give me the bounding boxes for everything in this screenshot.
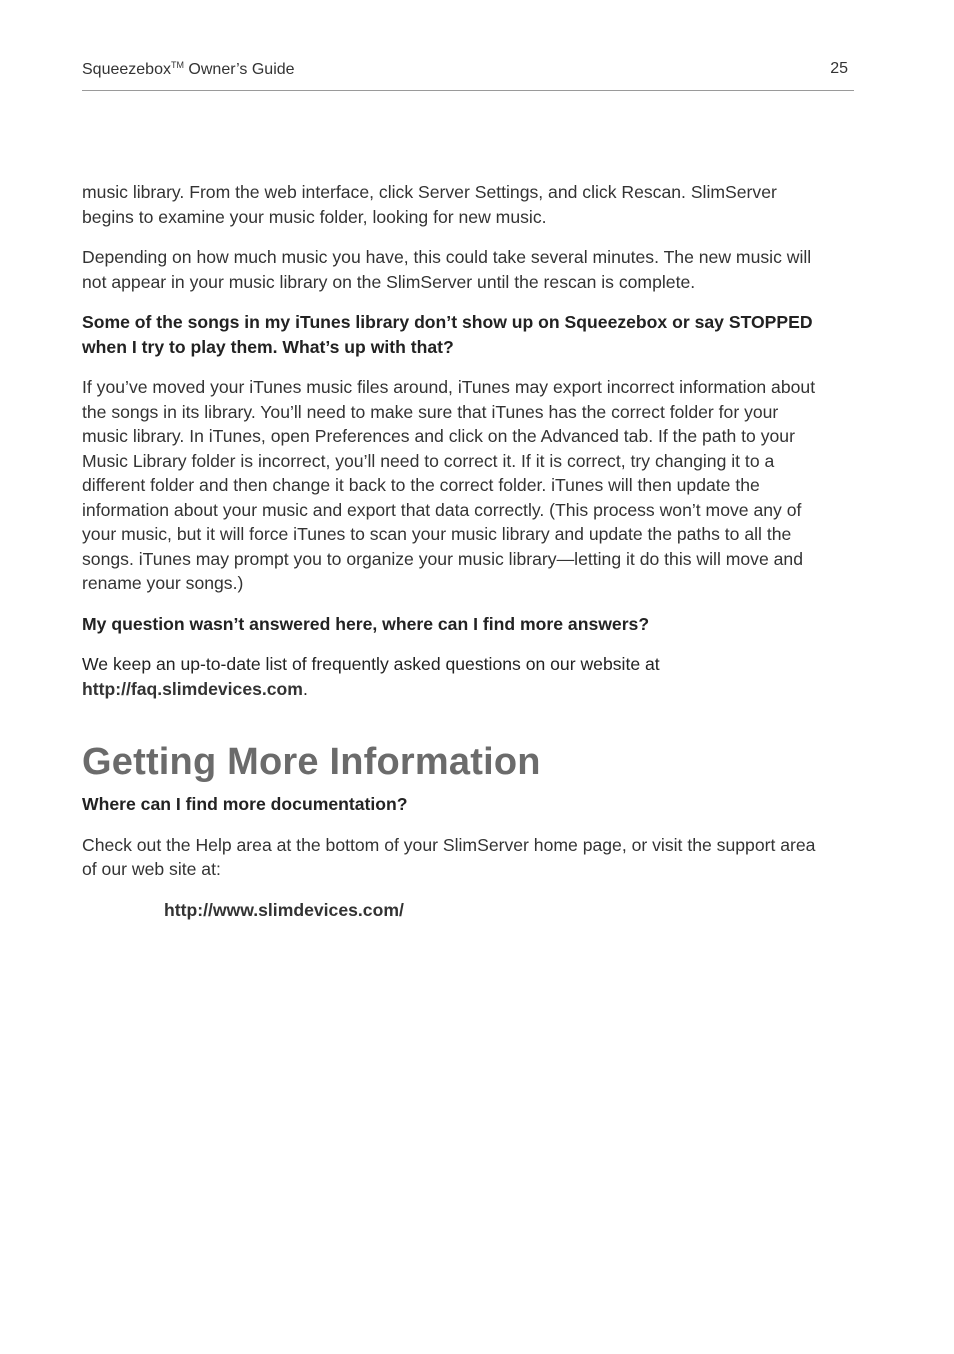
faq-question-more-answers: My question wasn’t answered here, where can I find more answers? [82, 613, 650, 634]
document-title-suffix: Owner’s Guide [183, 61, 295, 78]
faq-answer-text: We keep an up-to-date list of frequently asked questions on our website at [82, 654, 660, 674]
document-title [82, 60, 295, 79]
documentation-question: Where can I find more documentation? [82, 794, 408, 814]
section-heading: Getting More Information [82, 741, 541, 783]
trademark-mark: TM [170, 60, 184, 70]
faq-link[interactable]: http://faq.slimdevices.com [82, 678, 303, 699]
faq-answer-itunes: If you’ve moved your iTunes music files around, iTunes may export incorrect information about the songs in its library. You’ll need to make sure that iTunes has the correct folder for your music library. In iTunes, open Preferences and click on the Advanced tab. If the path to your Music Library folder is incorrect, you’ll need to correct it. If it is correct, try changing it to a different folder and then change it back to the correct folder. iTunes will then update the information about your music and export that data correctly. (This process won’t move any of your music, but it will force iTunes to scan your music library and update the paths to all the songs. iTunes may prompt you to organize your music library—letting it do this will move and rename your songs.) [82, 377, 816, 593]
page-content [82, 180, 822, 922]
page-number: 25 [830, 60, 848, 77]
paragraph-rescan: music library. From the web interface, click Server Settings, and click Rescan. SlimServer begins to examine your music folder, looking for new music. [82, 182, 777, 227]
page-header [82, 58, 854, 91]
faq-question-itunes: Some of the songs in my iTunes library don’t show up on Squeezebox or say STOPPED when I try to play them. What’s up with that? [82, 312, 813, 357]
slimdevices-link[interactable]: http://www.slimdevices.com/ [164, 899, 404, 920]
document-title-prefix: Squeezebox [82, 61, 171, 78]
faq-answer-more-answers [82, 652, 822, 701]
documentation-answer: Check out the Help area at the bottom of your SlimServer home page, or visit the support area of our web site at: [82, 834, 816, 879]
paragraph-rescan-duration: Depending on how much music you have, this could take several minutes. The new music will not appear in your music library on the SlimServer until the rescan is complete. [82, 247, 812, 292]
faq-answer-end: . [302, 678, 308, 699]
